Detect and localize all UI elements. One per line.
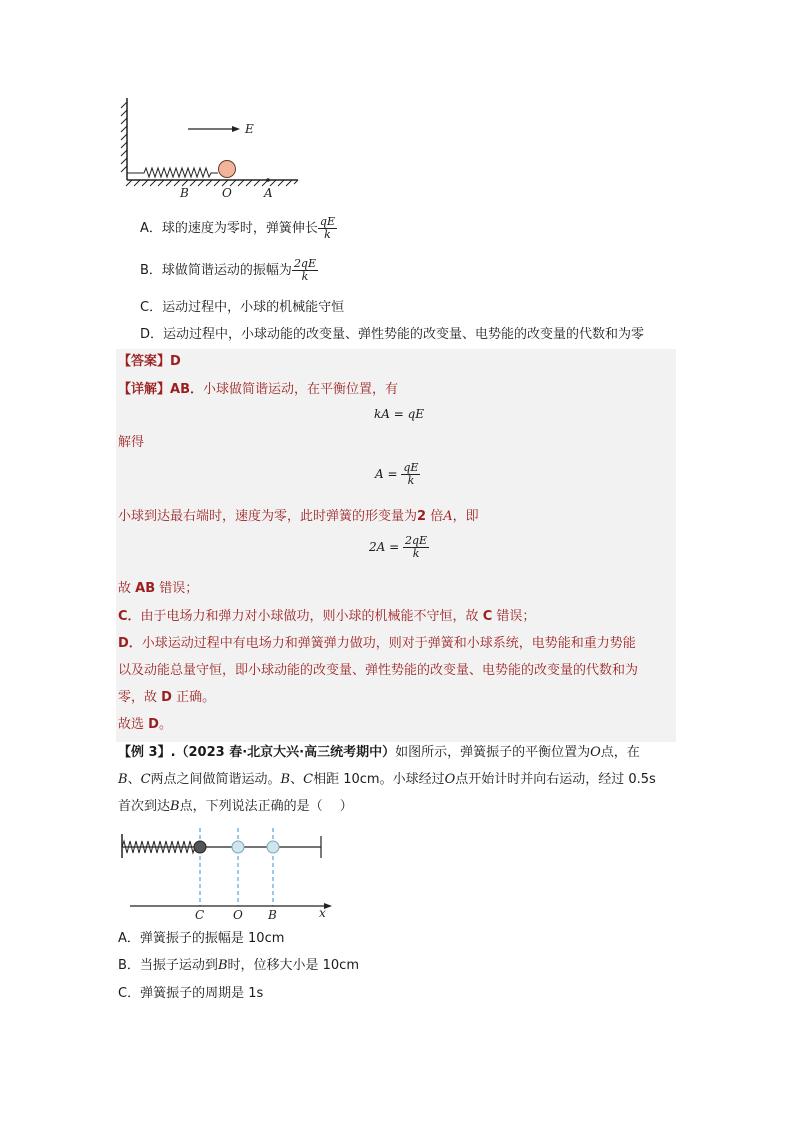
- option-3-b: B．当振子运动到B时，位移大小是 10cm: [118, 958, 359, 973]
- label-C: C: [195, 908, 205, 922]
- example-3-line-1: 【例 3】.（2023 春·北京大兴·高三统考期中）如图所示，弹簧振子的平衡位置为O点，在: [118, 745, 640, 760]
- option-1-a: A．球的速度为零时，弹簧伸长 $\frac{qE}{k}$: [140, 215, 335, 241]
- label-O: O: [233, 908, 243, 922]
- figure-spring-electric-field: [118, 96, 308, 201]
- equation-kA-qE: kA = qE: [374, 407, 425, 421]
- equation-2A: 2A = $\frac{2qE}{k}$: [369, 534, 428, 560]
- option-3-c: C．弹簧振子的周期是 1s: [118, 986, 264, 1001]
- d-detail-line-3: 零，故 D 正确。: [118, 690, 216, 705]
- label-A: A: [264, 186, 273, 200]
- d-detail-line-1: D．小球运动过程中有电场力和弹簧弹力做功，则对于弹簧和小球系统，电势能和重力势能: [118, 636, 636, 651]
- fraction-2qE-over-k: $\frac{2qE}{k}$: [293, 257, 317, 283]
- label-B: B: [268, 908, 277, 922]
- choose-line: 故选 D。: [118, 717, 172, 732]
- c-detail-line: C．由于电场力和弹力对小球做功，则小球的机械能不守恒，故 C 错误；: [118, 609, 536, 624]
- spring: [127, 168, 218, 177]
- label-x: x: [319, 906, 326, 920]
- fraction-qE-over-k: $\frac{qE}{k}$: [319, 215, 335, 241]
- solve-label: 解得: [118, 435, 145, 450]
- label-B: B: [180, 186, 189, 200]
- ball-at-C: [194, 841, 206, 853]
- ab-wrong-line: 故 AB 错误；: [118, 581, 199, 596]
- label-E: E: [245, 122, 254, 136]
- option-1-d: D．运动过程中，小球动能的改变量、弹性势能的改变量、电势能的改变量的代数和为零: [140, 327, 645, 342]
- ball-at-B: [267, 841, 279, 853]
- answer-line: 【答案】D: [118, 354, 181, 369]
- option-3-a: A．弹簧振子的振幅是 10cm: [118, 931, 285, 946]
- ball: [219, 161, 236, 178]
- option-1-c: C．运动过程中，小球的机械能守恒: [140, 300, 345, 315]
- detail-ab-line: 【详解】AB．小球做简谐运动，在平衡位置，有: [118, 382, 399, 397]
- figure-oscillator-axis: [118, 828, 333, 923]
- ball-at-O: [232, 841, 244, 853]
- option-1-b: B．球做简谐运动的振幅为 $\frac{2qE}{k}$: [140, 257, 317, 283]
- example-3-line-3: 首次到达B点，下列说法正确的是（ ）: [118, 799, 353, 814]
- d-detail-line-2: 以及动能总量守恒，即小球动能的改变量、弹性势能的改变量、电势能的改变量的代数和为: [118, 663, 639, 678]
- example-3-line-2: B、C两点之间做简谐运动。B、C相距 10cm。小球经过O点开始计时并向右运动，经过 0.5s: [118, 772, 656, 787]
- label-O: O: [222, 186, 232, 200]
- equation-A: A = $\frac{qE}{k}$: [375, 461, 419, 487]
- right-end-line: 小球到达最右端时，速度为零，此时弹簧的形变量为2 倍A，即: [118, 509, 479, 524]
